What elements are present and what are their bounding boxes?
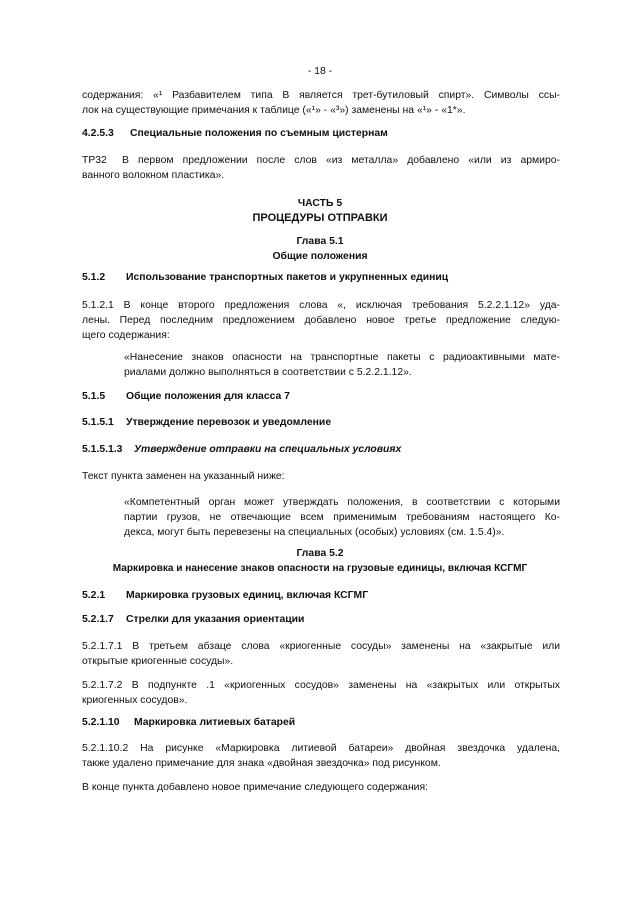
chapter-title: Маркировка и нанесение знаков опасности на грузовые единицы, включая КСГМГ xyxy=(112,563,528,574)
paragraph-tp32 xyxy=(82,153,560,183)
page-number: - 18 - xyxy=(307,66,333,77)
heading-title: Общие положения для класса 7 xyxy=(126,391,290,402)
text-line: «Компетентный орган может утверждать положения, в соответствии с которыми xyxy=(124,497,560,508)
heading-title: Утверждение перевозок и уведомление xyxy=(126,417,332,428)
heading-title: Стрелки для указания ориентации xyxy=(126,614,305,625)
heading-title: Использование транспортных пакетов и укрупненных единиц xyxy=(126,272,449,283)
chapter-number: Глава 5.1 xyxy=(296,236,344,247)
text-line: 5.2.1.7.2 В подпункте .1 «криогенных сосудов» заменены на «закрытых или открытых xyxy=(82,680,560,691)
paragraph-5-2-1-7-1 xyxy=(82,639,560,669)
heading-number: 5.1.5.1 xyxy=(82,417,114,428)
quote-block-1 xyxy=(124,350,560,380)
text-line: 5.2.1.7.1 В третьем абзаце слова «криогенные сосуды» заменены на «закрытые или xyxy=(82,641,560,652)
text-line: криогенных сосудов». xyxy=(82,695,188,706)
chapter-5-1-heading xyxy=(60,234,580,264)
heading-title: Утверждение отправки на специальных условиях xyxy=(134,444,402,455)
text-line: лены. Перед последним предложением добавлено новое третье предложение следую- xyxy=(82,315,560,326)
heading-number: 5.1.2 xyxy=(82,272,106,283)
text-line: TP32 В первом предложении после слов «из металла» добавлено «или из армиро- xyxy=(82,155,560,166)
text-line: партии грузов, не отвечающие всем применимым требованиям настоящего Ко- xyxy=(124,512,560,523)
chapter-5-2-heading xyxy=(60,546,580,576)
heading-5-1-5-1-3 xyxy=(82,442,401,457)
heading-5-1-5 xyxy=(82,389,290,404)
heading-5-1-5-1 xyxy=(82,415,331,430)
heading-5-2-1-10 xyxy=(82,715,295,730)
part-number: ЧАСТЬ 5 xyxy=(297,198,343,209)
text-line: Текст пункта заменен на указанный ниже: xyxy=(82,471,285,482)
quote-block-2 xyxy=(124,495,560,540)
heading-number: 5.2.1.7 xyxy=(82,614,114,625)
heading-4-2-5-3 xyxy=(82,126,388,141)
part-heading xyxy=(60,196,580,226)
text-line: щего содержания: xyxy=(82,330,170,341)
heading-5-1-2 xyxy=(82,270,448,285)
paragraph-5-1-2-1 xyxy=(82,298,560,343)
paragraph-replaced xyxy=(82,469,560,484)
text-line: открытые криогенные сосуды». xyxy=(82,656,234,667)
part-title: ПРОЦЕДУРЫ ОТПРАВКИ xyxy=(252,212,388,224)
heading-title: Маркировка литиевых батарей xyxy=(134,717,296,728)
paragraph-5-2-1-10-2 xyxy=(82,741,560,771)
chapter-number: Глава 5.2 xyxy=(296,548,344,559)
heading-title: Специальные положения по съемным цистернам xyxy=(130,128,388,139)
heading-title: Маркировка грузовых единиц, включая КСГМГ xyxy=(126,590,369,601)
paragraph-5-2-1-7-2 xyxy=(82,678,560,708)
text-line: риалами должно выполняться в соответствии с 5.2.2.1.12». xyxy=(124,367,412,378)
chapter-title: Общие положения xyxy=(272,251,368,262)
paragraph-final xyxy=(82,780,560,795)
text-line: 5.1.2.1 В конце второго предложения слова «, исключая требования 5.2.2.1.12» уда- xyxy=(82,300,560,311)
text-line: 5.2.1.10.2 На рисунке «Маркировка литиевой батареи» двойная звездочка удалена, xyxy=(82,743,560,754)
text-line: «Нанесение знаков опасности на транспортные пакеты с радиоактивными мате- xyxy=(124,352,560,363)
paragraph-footnote-note xyxy=(82,88,560,118)
tp-code: TP32 xyxy=(82,155,107,166)
text-line: В конце пункта добавлено новое примечание следующего содержания: xyxy=(82,782,429,793)
heading-5-2-1-7 xyxy=(82,612,304,627)
heading-number: 4.2.5.3 xyxy=(82,128,114,139)
heading-number: 5.1.5.1.3 xyxy=(82,444,123,455)
text-line: содержания: «¹ Разбавителем типа В является трет-бутиловый спирт». Символы ссы- xyxy=(82,90,560,101)
text-line: лок на существующие примечания к таблице («¹» - «³») заменены на «¹» - «1*». xyxy=(82,105,466,116)
heading-number: 5.2.1 xyxy=(82,590,106,601)
heading-number: 5.2.1.10 xyxy=(82,717,120,728)
text-line: также удалено примечание для знака «двойная звездочка» под рисунком. xyxy=(82,758,441,769)
heading-5-2-1 xyxy=(82,588,368,603)
heading-number: 5.1.5 xyxy=(82,391,106,402)
text-line: декса, могут быть перевезены на специальных (особых) условиях (см. 1.5.4)». xyxy=(124,527,505,538)
text-line: ванного волокном пластика». xyxy=(82,170,225,181)
